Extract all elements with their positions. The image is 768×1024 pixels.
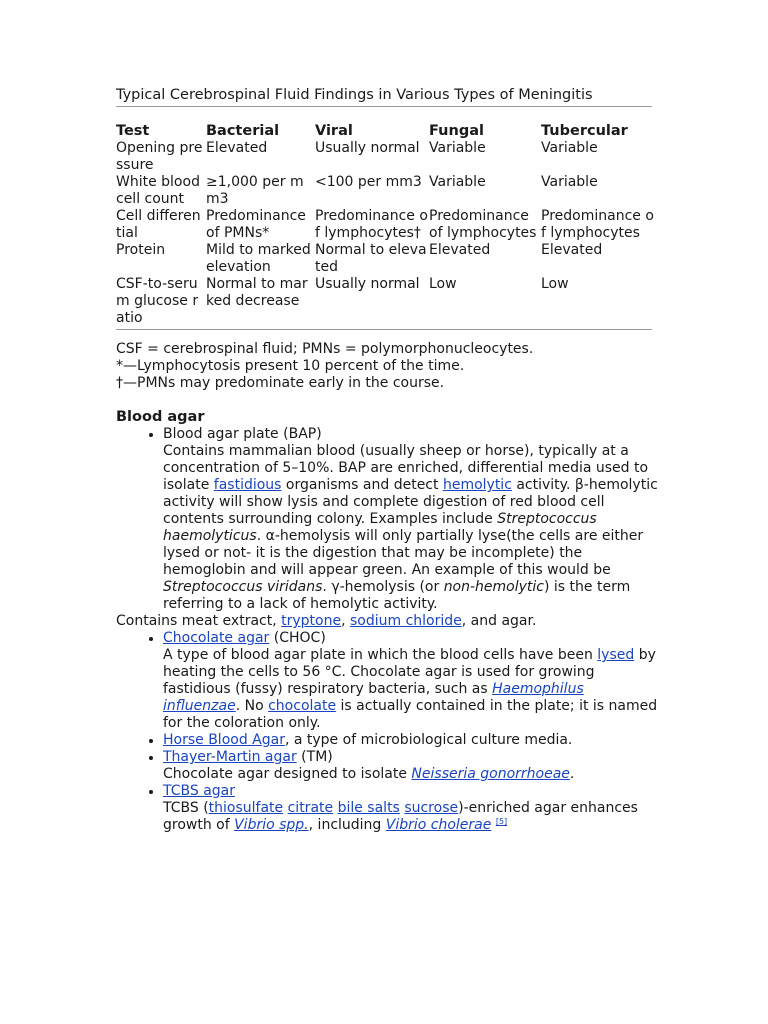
header-test: Test — [116, 123, 150, 139]
table-cell: Usually normal — [315, 276, 420, 292]
table-cell: Variable — [429, 140, 486, 156]
table-cell: Cell differential — [116, 208, 201, 241]
table-cell: Elevated — [206, 140, 268, 156]
list-item-chocolate-agar: • Chocolate agar (CHOC) A type of blood agar plate in which the blood cells have been lysed by heating the cells to 56 °C. Chocolate agar is used for growing fastidious (fussy) respiratory bacteria, such as Haemophilus influenzae. No chocolate is actually contained in the plate; it is named for the coloration only. — [163, 630, 658, 732]
header-tubercular: Tubercular — [541, 123, 628, 139]
link-citrate[interactable]: citrate — [287, 800, 334, 816]
footnote-abbreviations: CSF = cerebrospinal fluid; PMNs = polymorphonucleocytes. — [116, 341, 534, 357]
bap-description: Contains mammalian blood (usually sheep or horse), typically at a concentration of 5–10%. BAP are enriched, differential media used to isolate fastidious organisms and detect hemolytic activity. β-hemolytic activity will show lysis and complete digestion of red blood cell contents surrounding colony. Examples include Streptococcus haemolyticus. α-hemolysis will only partially lyse(the cells are either lysed or not- it is the digestion that may be incomplete) the hemoglobin and will appear green. An example of this would be Streptococcus viridans. γ-hemolysis (or non-hemolytic) is the term referring to a lack of hemolytic activity. — [163, 443, 658, 612]
link-sucrose[interactable]: sucrose — [404, 800, 459, 816]
reference-link-5[interactable]: [5] — [495, 817, 508, 826]
link-sodium-chloride[interactable]: sodium chloride — [350, 613, 462, 629]
table-footnotes — [116, 341, 656, 392]
table-cell: Opening pressure — [116, 140, 203, 173]
table-cell: Variable — [541, 174, 598, 190]
header-bacterial: Bacterial — [206, 123, 280, 139]
link-bile-salts[interactable]: bile salts — [337, 800, 400, 816]
table-cell: Predominance of lymphocytes — [429, 208, 537, 241]
footnote-dagger: †—PMNs may predominate early in the course. — [116, 375, 445, 391]
header-viral: Viral — [315, 123, 353, 139]
table-cell: Low — [429, 276, 457, 292]
table-cell: Variable — [429, 174, 486, 190]
link-vibrio-spp[interactable]: Vibrio spp. — [234, 817, 309, 833]
table-cell: Predominance of PMNs* — [206, 208, 306, 241]
table-cell: Normal to marked decrease — [206, 276, 308, 309]
blood-agar-list — [116, 426, 658, 613]
table-caption: Typical Cerebrospinal Fluid Findings in Various Types of Meningitis — [116, 86, 652, 107]
agar-types-list — [116, 630, 658, 834]
link-neisseria-gonorrhoeae[interactable]: Neisseria gonorrhoeae — [411, 766, 570, 782]
table-cell: Protein — [116, 242, 166, 258]
table-row — [116, 208, 654, 242]
link-chocolate-agar[interactable]: Chocolate agar — [163, 630, 270, 646]
bap-title: Blood agar plate (BAP) — [163, 426, 322, 442]
table-cell: ≥1,000 per mm3 — [206, 174, 304, 207]
table-cell: <100 per mm3 — [315, 174, 422, 190]
link-hemolytic[interactable]: hemolytic — [442, 477, 512, 493]
meat-extract-line: Contains meat extract, tryptone, sodium chloride, and agar. — [116, 613, 537, 629]
section-heading-blood-agar: Blood agar — [116, 409, 205, 425]
link-thayer-martin-agar[interactable]: Thayer-Martin agar — [163, 749, 297, 765]
table-cell: Elevated — [429, 242, 491, 258]
table-header-row — [116, 123, 654, 140]
link-vibrio-cholerae[interactable]: Vibrio cholerae — [385, 817, 492, 833]
table-bottom-rule — [116, 329, 652, 330]
link-thiosulfate[interactable]: thiosulfate — [208, 800, 284, 816]
table-cell: Low — [541, 276, 569, 292]
table-cell: Usually normal — [315, 140, 420, 156]
table-row — [116, 174, 654, 208]
list-item-thayer-martin-agar: • Thayer-Martin agar (TM) Chocolate agar designed to isolate Neisseria gonorrhoeae. — [163, 749, 658, 783]
table-cell: Normal to elevated — [315, 242, 427, 275]
footnote-asterisk: *—Lymphocytosis present 10 percent of the time. — [116, 358, 465, 374]
table-row — [116, 276, 654, 327]
link-tryptone[interactable]: tryptone — [281, 613, 342, 629]
list-item-horse-blood-agar: • Horse Blood Agar, a type of microbiological culture media. — [163, 732, 658, 749]
table-cell: Variable — [541, 140, 598, 156]
table-cell: Elevated — [541, 242, 603, 258]
list-item-bap — [163, 426, 658, 613]
header-fungal: Fungal — [429, 123, 484, 139]
link-fastidious[interactable]: fastidious — [213, 477, 282, 493]
table-row — [116, 140, 654, 174]
table-cell: CSF-to-serum glucose ratio — [116, 276, 199, 326]
list-item-tcbs-agar: • TCBS agar TCBS (thiosulfate citrate bile salts sucrose)-enriched agar enhances growth of Vibrio spp., including Vibrio cholerae [5] — [163, 783, 658, 834]
table-cell: Predominance of lymphocytes — [541, 208, 654, 241]
link-lysed[interactable]: lysed — [597, 647, 635, 663]
table-row — [116, 242, 654, 276]
table-cell: White blood cell count — [116, 174, 200, 207]
table-cell: Mild to marked elevation — [206, 242, 311, 275]
csf-findings-table — [116, 123, 654, 327]
table-cell: Predominance of lymphocytes† — [315, 208, 428, 241]
link-tcbs-agar[interactable]: TCBS agar — [163, 783, 236, 799]
link-chocolate[interactable]: chocolate — [268, 698, 337, 714]
link-horse-blood-agar[interactable]: Horse Blood Agar — [163, 732, 285, 748]
link-haemophilus-influenzae[interactable]: Haemophilus influenzae — [163, 681, 584, 714]
